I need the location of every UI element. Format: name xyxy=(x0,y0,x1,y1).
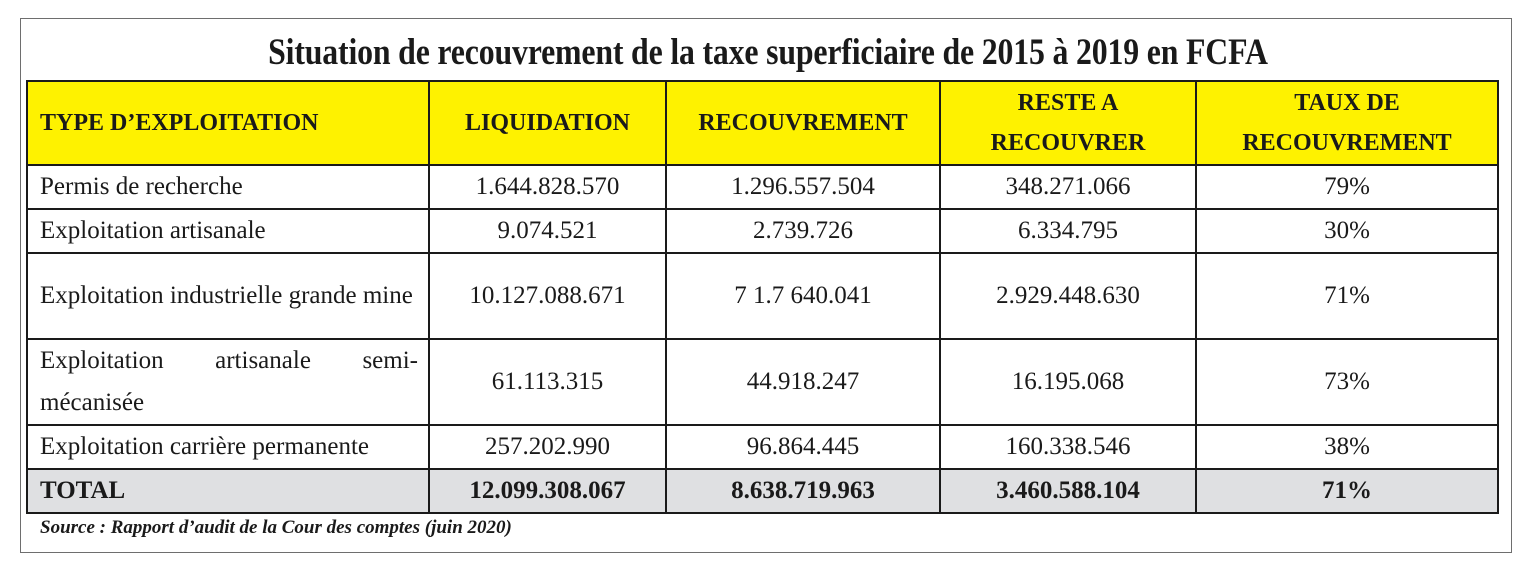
cell-taux: 71% xyxy=(1196,253,1498,339)
cell-taux: 73% xyxy=(1196,339,1498,425)
cell-recouvrement: 7 1.7 640.041 xyxy=(666,253,940,339)
cell-taux: 30% xyxy=(1196,209,1498,253)
table-row xyxy=(27,209,1498,253)
header-liquidation: LIQUIDATION xyxy=(429,81,666,165)
cell-recouvrement: 96.864.445 xyxy=(666,425,940,469)
cell-taux: 79% xyxy=(1196,165,1498,209)
cell-liquidation: 9.074.521 xyxy=(429,209,666,253)
header-taux-line2: RECOUVREMENT xyxy=(1242,130,1452,156)
header-recouvrement: RECOUVREMENT xyxy=(666,81,940,165)
cell-liquidation: 10.127.088.671 xyxy=(429,253,666,339)
table-row xyxy=(27,425,1498,469)
header-reste-line1: RESTE A xyxy=(1017,90,1119,116)
cell-taux: 38% xyxy=(1196,425,1498,469)
cell-reste: 160.338.546 xyxy=(940,425,1196,469)
cell-type: Exploitation industrielle grande mine xyxy=(27,253,429,339)
page-title: Situation de recouvrement de la taxe superficiaire de 2015 à 2019 en FCFA xyxy=(268,32,1268,73)
header-taux-line1: TAUX DE xyxy=(1294,90,1400,116)
cell-type: Permis de recherche xyxy=(27,165,429,209)
total-liquidation: 12.099.308.067 xyxy=(429,469,666,513)
table-row xyxy=(27,339,1498,425)
cell-liquidation: 61.113.315 xyxy=(429,339,666,425)
header-type: TYPE D’EXPLOITATION xyxy=(27,81,429,165)
header-reste xyxy=(940,81,1196,165)
cell-recouvrement: 1.296.557.504 xyxy=(666,165,940,209)
cell-reste: 16.195.068 xyxy=(940,339,1196,425)
cell-recouvrement: 2.739.726 xyxy=(666,209,940,253)
source-note: Source : Rapport d’audit de la Cour des comptes (juin 2020) xyxy=(40,517,512,538)
cell-liquidation: 1.644.828.570 xyxy=(429,165,666,209)
recovery-table xyxy=(26,80,1499,514)
total-recouvrement: 8.638.719.963 xyxy=(666,469,940,513)
cell-liquidation: 257.202.990 xyxy=(429,425,666,469)
total-label: TOTAL xyxy=(27,469,429,513)
total-taux: 71% xyxy=(1196,469,1498,513)
total-reste: 3.460.588.104 xyxy=(940,469,1196,513)
table-total-row xyxy=(27,469,1498,513)
header-taux xyxy=(1196,81,1498,165)
cell-type: Exploitation artisanale xyxy=(27,209,429,253)
table-row xyxy=(27,253,1498,339)
header-reste-line2: RECOUVRER xyxy=(990,130,1146,156)
cell-recouvrement: 44.918.247 xyxy=(666,339,940,425)
cell-type: Exploitation carrière permanente xyxy=(27,425,429,469)
cell-reste: 348.271.066 xyxy=(940,165,1196,209)
cell-reste: 6.334.795 xyxy=(940,209,1196,253)
table-header-row xyxy=(27,81,1498,165)
cell-reste: 2.929.448.630 xyxy=(940,253,1196,339)
cell-type: Exploitation artisanale semi-mécanisée xyxy=(27,339,429,425)
table-row xyxy=(27,165,1498,209)
